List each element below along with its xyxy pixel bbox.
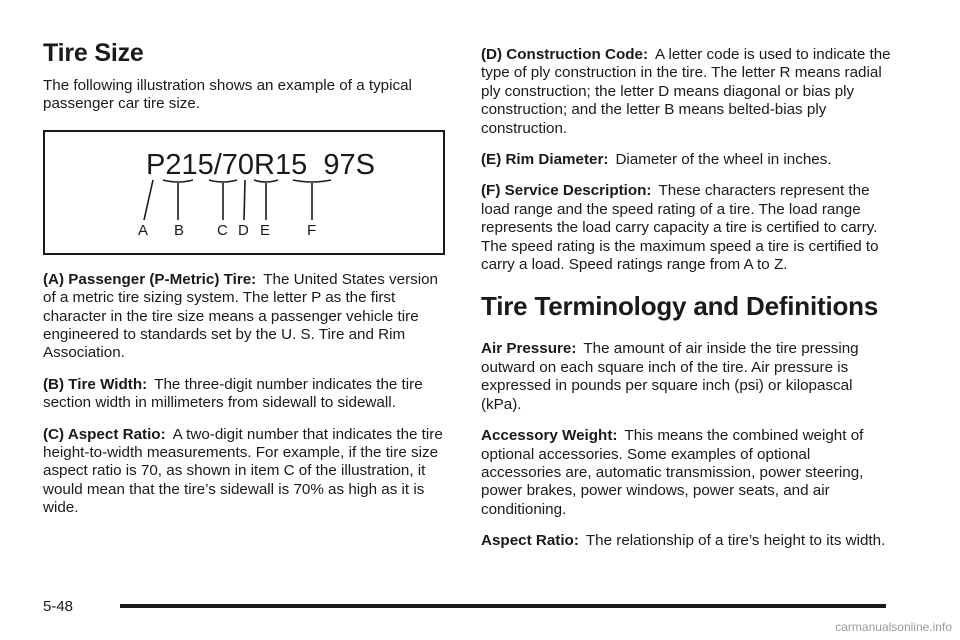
- text-e: Diameter of the wheel in inches.: [615, 151, 832, 169]
- label-a: A: [138, 221, 149, 239]
- term-air-pressure: Air Pressure:: [481, 340, 577, 358]
- definition-f: [481, 182, 891, 274]
- definition-aspect-ratio: [481, 532, 891, 550]
- pointer-line-d: [244, 180, 245, 220]
- term-f: (F) Service Description:: [481, 182, 652, 200]
- term-a: (A) Passenger (P-Metric) Tire:: [43, 270, 257, 288]
- pointer-line-a: [144, 180, 153, 220]
- text-b: The three-digit number indicates the tire section width in millimeters from sidewall to sidewall.: [43, 375, 423, 412]
- page-number: 5-48: [43, 598, 74, 615]
- label-d: D: [238, 221, 249, 239]
- definition-air-pressure: [481, 340, 891, 414]
- text-a: The United States version of a metric tire sizing system. The letter P as the first character in the tire size means a passenger vehicle tire engineered to standards set by the U. S. Tire and Rim Association.: [43, 270, 438, 362]
- definition-b: [43, 376, 447, 413]
- definition-c: [43, 426, 447, 518]
- term-c: (C) Aspect Ratio:: [43, 425, 166, 443]
- left-column: [43, 38, 447, 531]
- text-aspect-ratio: The relationship of a tire’s height to its width.: [585, 532, 886, 550]
- tire-size-diagram: [45, 132, 447, 257]
- term-aspect-ratio: Aspect Ratio:: [481, 532, 579, 550]
- definition-e: [481, 151, 891, 169]
- section-title-tire-size: Tire Size: [43, 39, 144, 67]
- term-e: (E) Rim Diameter:: [481, 151, 609, 169]
- label-c: C: [217, 221, 228, 239]
- tire-code-text: P215/70R15 97S: [146, 148, 375, 181]
- label-f: F: [307, 221, 317, 239]
- term-d: (D) Construction Code:: [481, 46, 649, 63]
- footer-rule: [120, 604, 886, 608]
- tire-size-illustration: [43, 130, 445, 255]
- label-b: B: [174, 221, 185, 239]
- definition-d: [481, 46, 891, 138]
- definition-accessory-weight: [481, 427, 891, 519]
- term-accessory-weight: Accessory Weight:: [481, 427, 618, 445]
- text-accessory-weight: This means the combined weight of optional accessories. Some examples of optional accessories are, automatic transmission, power steering, power brakes, power windows, power seats, and air conditioning.: [481, 427, 864, 518]
- term-b: (B) Tire Width:: [43, 375, 148, 393]
- definition-a: [43, 271, 447, 363]
- intro-paragraph: The following illustration shows an example of a typical passenger car tire size.: [43, 77, 412, 113]
- right-column: [481, 46, 891, 564]
- text-air-pressure: The amount of air inside the tire pressing outward on each square inch of the tire. Air pressure is expressed in pounds per square inch (psi) or kilopascal (kPa).: [481, 340, 859, 413]
- section-title-terminology: Tire Terminology and Definitions: [481, 291, 879, 322]
- text-d: A letter code is used to indicate the type of ply construction in the tire. The letter R means radial ply construction; the letter D means diagonal or bias ply construction; and the letter B means belted-bias ply construction.: [481, 46, 891, 137]
- label-e: E: [260, 221, 271, 239]
- text-c: A two-digit number that indicates the tire height-to-width measurements. For example, if the tire size aspect ratio is 70, as shown in item C of the illustration, it would mean that the tire’s sidewall is 70% as high as it is wide.: [43, 425, 443, 517]
- text-f: These characters represent the load range and the speed rating of a tire. The load range represents the load carry capacity a tire is certified to carry. The speed rating is the maximum speed a tire is certified to carry a load. Speed ratings range from A to Z.: [481, 182, 879, 274]
- watermark: carmanualsonline.info: [835, 620, 952, 634]
